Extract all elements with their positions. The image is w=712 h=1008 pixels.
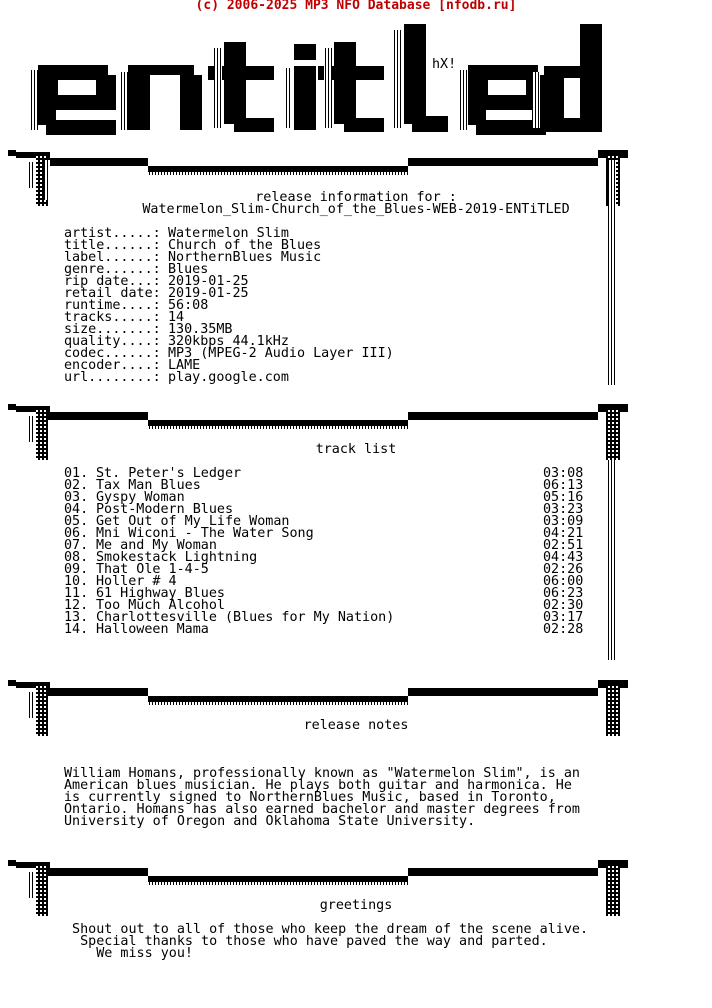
field-value: Watermelon Slim	[168, 226, 289, 241]
field-label: encoder....:	[64, 358, 161, 373]
field-value: Church of the Blues	[168, 238, 322, 253]
track-duration: 04:21	[543, 526, 584, 541]
field-label: runtime....:	[64, 298, 161, 313]
track-duration: 03:17	[543, 610, 584, 625]
track-duration: 02:26	[543, 562, 584, 577]
field-label: tracks.....:	[64, 310, 161, 325]
field-label: genre......:	[64, 262, 161, 277]
field-value: Blues	[168, 262, 209, 277]
track-number: 02.	[64, 478, 89, 493]
field-value: 130.35MB	[168, 322, 233, 337]
field-label: label......:	[64, 250, 161, 265]
track-duration: 02:28	[543, 622, 584, 637]
greetings-line: Special thanks to those who have paved the way and parted.	[64, 934, 548, 949]
field-value: 2019-01-25	[168, 286, 249, 301]
track-duration: 06:00	[543, 574, 584, 589]
track-title: Get Out of My Life Woman	[96, 514, 290, 529]
track-number: 05.	[64, 514, 89, 529]
logo-tag: hX!	[432, 57, 457, 72]
greetings-heading: greetings	[319, 898, 393, 913]
notes-line: Ontario. Homans has also earned bachelor and master degrees from	[64, 802, 580, 817]
field-label: size.......:	[64, 322, 161, 337]
track-title: St. Peter's Ledger	[96, 466, 242, 481]
field-label: codec......:	[64, 346, 161, 361]
notes-heading: release notes	[303, 718, 409, 733]
track-duration: 03:08	[543, 466, 584, 481]
track-number: 12.	[64, 598, 89, 613]
notes-line: William Homans, professionally known as "Watermelon Slim", is an	[64, 766, 580, 781]
track-number: 11.	[64, 586, 89, 601]
track-title: Me and My Woman	[96, 538, 217, 553]
track-title: That Ole 1-4-5	[96, 562, 209, 577]
track-number: 01.	[64, 466, 89, 481]
field-value: 320kbps 44.1kHz	[168, 334, 289, 349]
track-title: Halloween Mama	[96, 622, 209, 637]
track-duration: 02:51	[543, 538, 584, 553]
track-title: Too Much Alcohol	[96, 598, 225, 613]
track-number: 07.	[64, 538, 89, 553]
field-value: 56:08	[168, 298, 209, 313]
track-duration: 06:13	[543, 478, 584, 493]
field-label: artist.....:	[64, 226, 161, 241]
field-value: MP3 (MPEG-2 Audio Layer III)	[168, 346, 394, 361]
track-number: 06.	[64, 526, 89, 541]
section-frame-right	[8, 160, 632, 390]
field-label: rip date...:	[64, 274, 161, 289]
field-value: play.google.com	[168, 370, 289, 385]
track-number: 08.	[64, 550, 89, 565]
track-duration: 06:23	[543, 586, 584, 601]
greetings-line: Shout out to all of those who keep the dream of the scene alive.	[64, 922, 589, 937]
track-number: 03.	[64, 490, 89, 505]
field-label: quality....:	[64, 334, 161, 349]
greetings-line: We miss you!	[64, 946, 193, 961]
field-value: 14	[168, 310, 185, 325]
track-number: 09.	[64, 562, 89, 577]
track-number: 14.	[64, 622, 89, 637]
field-label: retail date:	[64, 286, 161, 301]
track-number: 10.	[64, 574, 89, 589]
notes-line: American blues musician. He plays both guitar and harmonica. He	[64, 778, 572, 793]
notes-line: University of Oregon and Oklahoma State University.	[64, 814, 476, 829]
track-title: Mni Wiconi - The Water Song	[96, 526, 314, 541]
track-duration: 03:09	[543, 514, 584, 529]
release-info-heading: release information for :	[255, 190, 457, 205]
track-title: Post-Modern Blues	[96, 502, 234, 517]
track-title: Smokestack Lightning	[96, 550, 258, 565]
track-title: Holler # 4	[96, 574, 177, 589]
tracklist-heading: track list	[315, 442, 397, 457]
track-number: 04.	[64, 502, 89, 517]
field-value: LAME	[168, 358, 201, 373]
site-banner-link[interactable]: (c) 2006-2025 MP3 NFO Database [nfodb.ru]	[195, 0, 517, 13]
section-frame-right	[8, 440, 632, 662]
release-name: Watermelon_Slim-Church_of_the_Blues-WEB-2019-ENTiTLED	[142, 202, 570, 217]
track-duration: 02:30	[543, 598, 584, 613]
field-value: NorthernBlues Music	[168, 250, 322, 265]
track-title: Charlottesville (Blues for My Nation)	[96, 610, 395, 625]
track-title: 61 Highway Blues	[96, 586, 225, 601]
entitled-logo	[28, 20, 628, 138]
field-label: url........:	[64, 370, 161, 385]
track-number: 13.	[64, 610, 89, 625]
field-value: 2019-01-25	[168, 274, 249, 289]
track-duration: 03:23	[543, 502, 584, 517]
notes-line: is currently signed to NorthernBlues Music, based in Toronto,	[64, 790, 556, 805]
field-label: title......:	[64, 238, 161, 253]
track-duration: 04:43	[543, 550, 584, 565]
track-title: Tax Man Blues	[96, 478, 201, 493]
track-title: Gyspy Woman	[96, 490, 185, 505]
track-duration: 05:16	[543, 490, 584, 505]
